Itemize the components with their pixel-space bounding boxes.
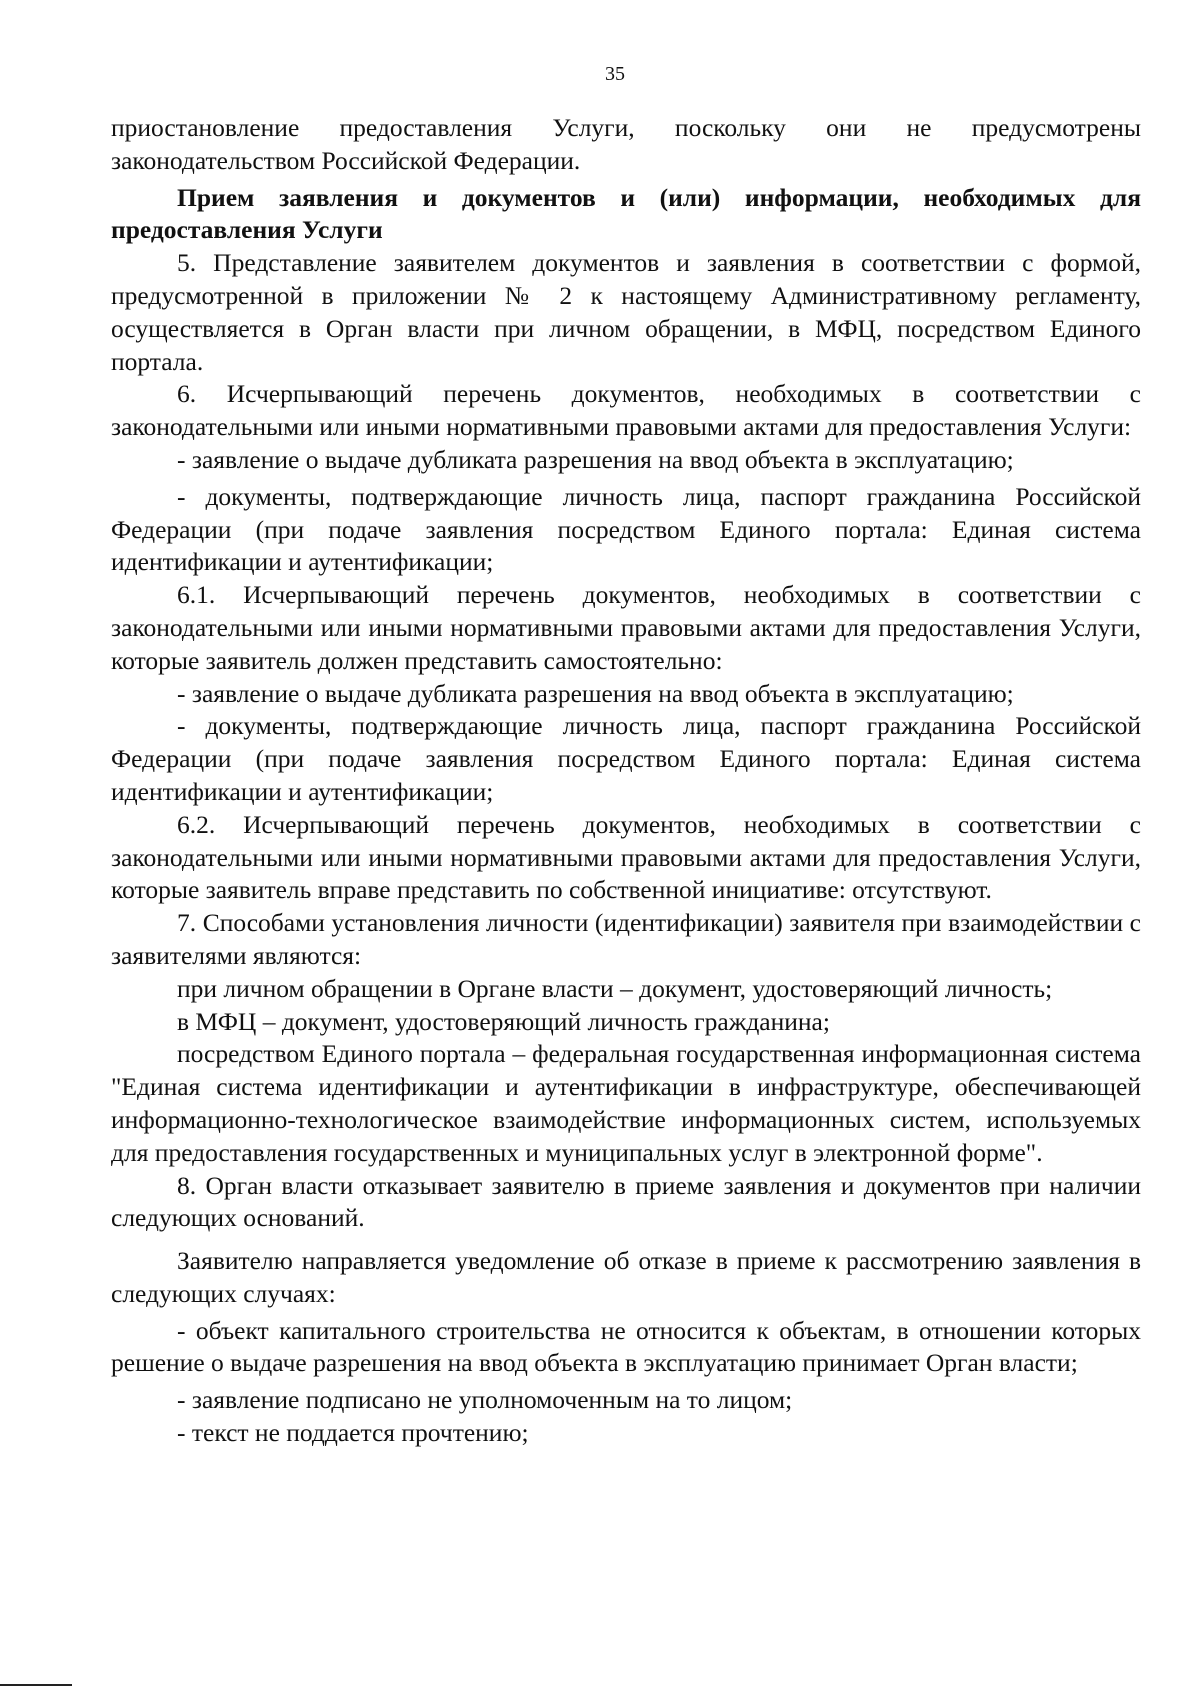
refusal-reason-unauthorized-signature: - заявление подписано не уполномоченным на то лицом;: [177, 1385, 793, 1415]
paragraph-item-5: 5. Представление заявителем документов и заявления в соответствии с формой, предусмотренной в приложении № 2 к настоящему Административному регламенту, осуществляется в Орган власти при личном обращении, в МФЦ, посредством Единого портала.: [111, 248, 1141, 376]
list-item-application: - заявление о выдаче дубликата разрешения на ввод объекта в эксплуатацию;: [177, 678, 1014, 708]
list-item-application: - заявление о выдаче дубликата разрешения на ввод объекта в эксплуатацию;: [177, 444, 1014, 474]
identification-method-in-person: при личном обращении в Органе власти – документ, удостоверяющий личность;: [177, 973, 1053, 1003]
paragraph-item-6: 6. Исчерпывающий перечень документов, необходимых в соответствии с законодательными или иными нормативными правовыми актами для предоставления Услуги:: [111, 379, 1141, 442]
paragraph-item-6-1: 6.1. Исчерпывающий перечень документов, необходимых в соответствии с законодательными или иными нормативными правовыми актами для предоставления Услуги, которые заявитель должен представить самостоятельно:: [111, 580, 1141, 675]
paragraph-item-7: 7. Способами установления личности (идентификации) заявителя при взаимодействии с заявителями являются:: [111, 908, 1141, 970]
paragraph-item-6-2: 6.2. Исчерпывающий перечень документов, необходимых в соответствии с законодательными или иными нормативными правовыми актами для предоставления Услуги, которые заявитель вправе представить по собственной инициативе: отсутствуют.: [111, 809, 1141, 905]
document-body: [111, 112, 1141, 1450]
paragraph-suspension-continuation: приостановление предоставления Услуги, поскольку они не предусмотрены законодательством Российской Федерации.: [111, 113, 1141, 175]
identification-method-mfc: в МФЦ – документ, удостоверяющий личность гражданина;: [177, 1006, 830, 1036]
paragraph-refusal-notice: Заявителю направляется уведомление об отказе в приеме к рассмотрению заявления в следующих случаях:: [111, 1246, 1141, 1308]
refusal-reason-unreadable-text: - текст не поддается прочтению;: [177, 1418, 529, 1448]
paragraph-item-8: 8. Орган власти отказывает заявителю в приеме заявления и документов при наличии следующих оснований.: [111, 1170, 1141, 1233]
refusal-reason-not-authority-object: - объект капитального строительства не относится к объектам, в отношении которых решение о выдаче разрешения на ввод объекта в эксплуатацию принимает Орган власти;: [111, 1315, 1141, 1378]
list-item-identity-documents: - документы, подтверждающие личность лица, паспорт гражданина Российской Федерации (при подаче заявления посредством Единого портала: Единая система идентификации и аутентификации;: [111, 481, 1141, 577]
page-number: 35: [605, 63, 625, 85]
section-heading: Прием заявления и документов и (или) информации, необходимых для предоставления Услуги: [111, 182, 1141, 245]
list-item-identity-documents: - документы, подтверждающие личность лица, паспорт гражданина Российской Федерации (при подаче заявления посредством Единого портала: Единая система идентификации и аутентификации;: [111, 711, 1141, 806]
identification-method-portal: посредством Единого портала – федеральная государственная информационная система "Единая система идентификации и аутентификации в инфраструктуре, обеспечивающей информационно-технологическое взаимодействие информационных систем, используемых для предоставления государственных и муниципальных услуг в электронной форме".: [111, 1039, 1141, 1167]
footer-rule: [0, 1684, 72, 1686]
